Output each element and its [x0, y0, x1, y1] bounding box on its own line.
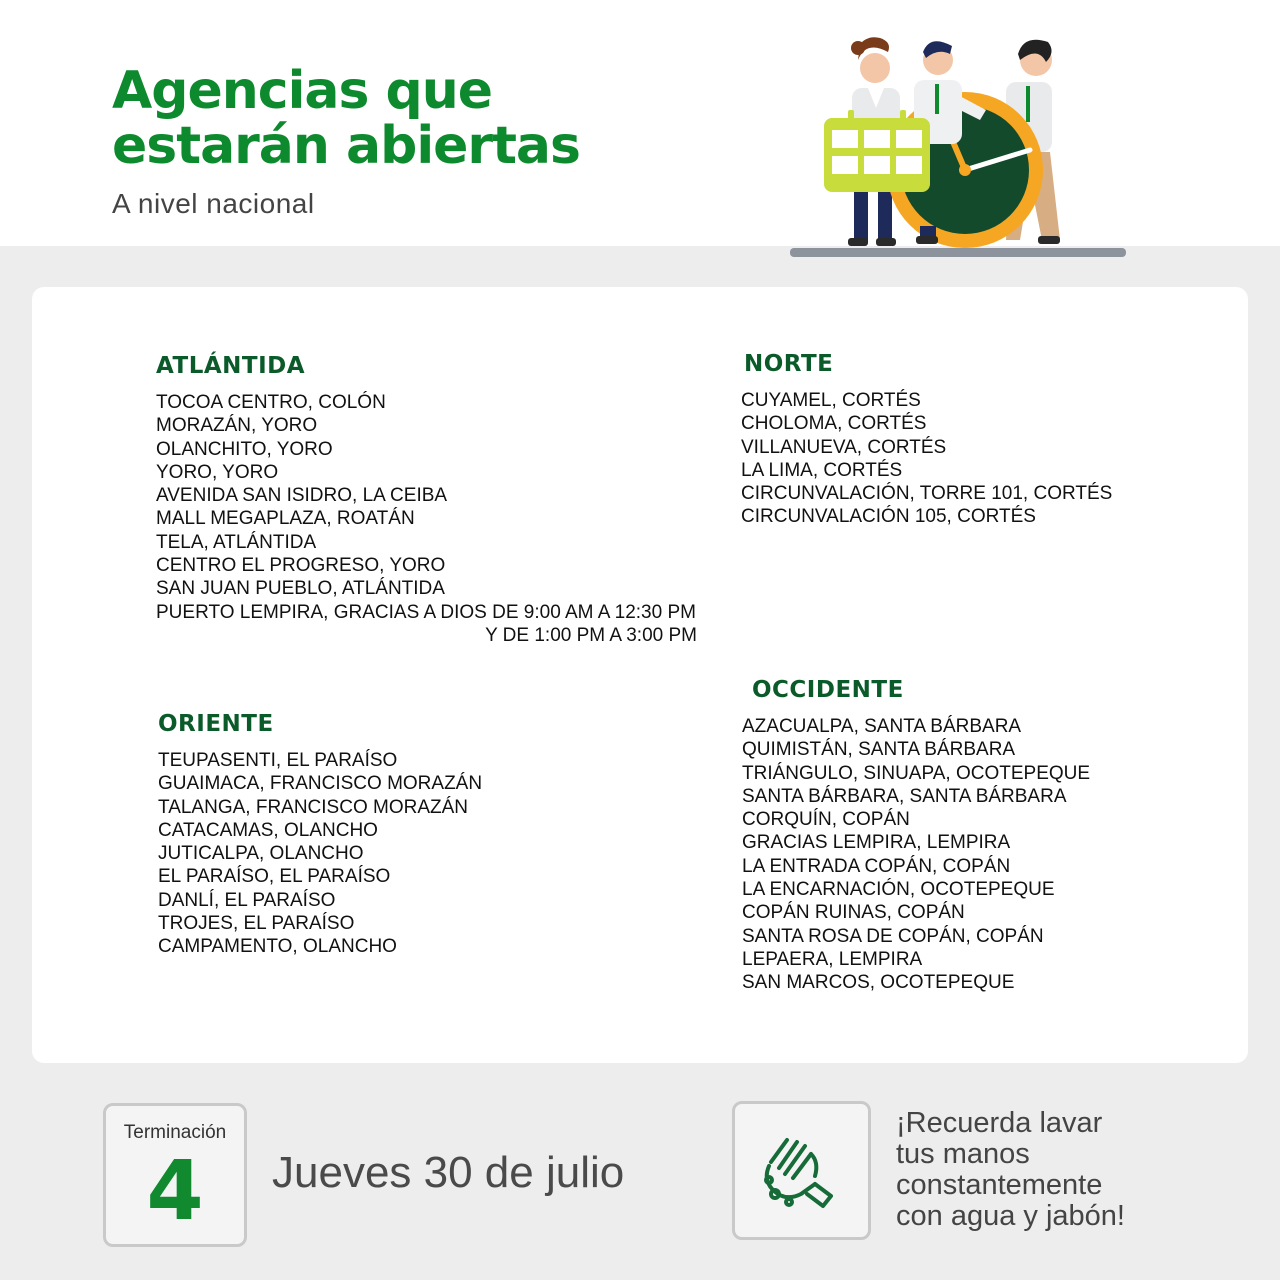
- list-item: TELA, ATLÁNTIDA: [156, 531, 317, 553]
- people-calendar-clock-illustration: [780, 30, 1140, 270]
- list-item: LA ENCARNACIÓN, OCOTEPEQUE: [742, 879, 1055, 901]
- list-item: TALANGA, FRANCISCO MORAZÁN: [158, 796, 469, 818]
- title-line-1: Agencias que: [112, 61, 493, 121]
- list-item: COPÁN RUINAS, COPÁN: [742, 902, 965, 924]
- date-text: Jueves 30 de julio: [272, 1148, 625, 1197]
- terminacion-number: 4: [146, 1144, 204, 1239]
- list-item: SAN JUAN PUEBLO, ATLÁNTIDA: [156, 578, 445, 600]
- list-item: OLANCHITO, YORO: [156, 438, 333, 460]
- region-heading: OCCIDENTE: [752, 677, 904, 703]
- region-norte: [741, 351, 1112, 529]
- list-item: AVENIDA SAN ISIDRO, LA CEIBA: [156, 485, 448, 507]
- list-item-continuation: Y DE 1:00 PM A 3:00 PM: [485, 624, 697, 646]
- list-item: SANTA BÁRBARA, SANTA BÁRBARA: [742, 785, 1067, 807]
- list-item: CATACAMAS, OLANCHO: [158, 819, 378, 841]
- agencies-card: [32, 287, 1248, 1063]
- list-item: TROJES, EL PARAÍSO: [158, 913, 355, 935]
- region-heading: NORTE: [744, 351, 834, 377]
- list-item: LA LIMA, CORTÉS: [741, 459, 903, 481]
- list-item: CHOLOMA, CORTÉS: [741, 413, 927, 435]
- header-area: [0, 0, 1280, 246]
- list-item: VILLANUEVA, CORTÉS: [741, 436, 947, 458]
- list-item: CAMPAMENTO, OLANCHO: [158, 936, 397, 958]
- region-heading: ORIENTE: [158, 711, 274, 737]
- list-item: CIRCUNVALACIÓN 105, CORTÉS: [741, 506, 1036, 528]
- hand-wash-reminder: [896, 1108, 1196, 1232]
- list-item: TRIÁNGULO, SINUAPA, OCOTEPEQUE: [742, 762, 1091, 784]
- list-item: GRACIAS LEMPIRA, LEMPIRA: [742, 832, 1011, 854]
- region-oriente: [158, 711, 482, 959]
- page-title: [112, 61, 580, 176]
- list-item: QUIMISTÁN, SANTA BÁRBARA: [742, 739, 1016, 761]
- region-atlantida: [156, 353, 697, 647]
- reminder-line: constantemente: [896, 1169, 1103, 1201]
- list-item: SAN MARCOS, OCOTEPEQUE: [742, 972, 1015, 994]
- list-item: CENTRO EL PROGRESO, YORO: [156, 555, 446, 577]
- list-item: TOCOA CENTRO, COLÓN: [156, 392, 386, 413]
- list-item: YORO, YORO: [156, 461, 279, 483]
- list-item: TEUPASENTI, EL PARAÍSO: [158, 750, 398, 771]
- list-item: CORQUÍN, COPÁN: [742, 809, 910, 831]
- hand-washing-icon: [761, 1132, 845, 1212]
- agency-list: [156, 391, 697, 647]
- agency-list: [158, 749, 482, 959]
- agency-list: [741, 389, 1112, 529]
- region-occidente: [742, 677, 1090, 995]
- list-item: EL PARAÍSO, EL PARAÍSO: [158, 866, 391, 888]
- list-item: JUTICALPA, OLANCHO: [158, 843, 364, 865]
- terminacion-box: [103, 1103, 247, 1247]
- list-item: LA ENTRADA COPÁN, COPÁN: [742, 855, 1011, 877]
- title-line-2: estarán abiertas: [112, 116, 580, 176]
- reminder-line: tus manos: [896, 1138, 1030, 1170]
- reminder-line: ¡Recuerda lavar: [896, 1107, 1103, 1139]
- list-item: SANTA ROSA DE COPÁN, COPÁN: [742, 925, 1044, 947]
- region-heading: ATLÁNTIDA: [156, 353, 306, 379]
- reminder-line: con agua y jabón!: [896, 1200, 1125, 1232]
- list-item: GUAIMACA, FRANCISCO MORAZÁN: [158, 773, 483, 795]
- list-item: AZACUALPA, SANTA BÁRBARA: [742, 716, 1022, 737]
- hand-wash-box: [732, 1101, 871, 1240]
- list-item: LEPAERA, LEMPIRA: [742, 948, 923, 970]
- list-item: MALL MEGAPLAZA, ROATÁN: [156, 508, 415, 530]
- page-subtitle: A nivel nacional: [112, 188, 315, 219]
- list-item: CUYAMEL, CORTÉS: [741, 390, 921, 411]
- list-item: CIRCUNVALACIÓN, TORRE 101, CORTÉS: [741, 483, 1113, 505]
- list-item: DANLÍ, EL PARAÍSO: [158, 889, 336, 911]
- list-item: PUERTO LEMPIRA, GRACIAS A DIOS DE 9:00 AM A 12:30 PM: [156, 601, 696, 623]
- terminacion-label: Terminación: [123, 1122, 227, 1143]
- agency-list: [742, 715, 1090, 995]
- list-item: MORAZÁN, YORO: [156, 415, 318, 437]
